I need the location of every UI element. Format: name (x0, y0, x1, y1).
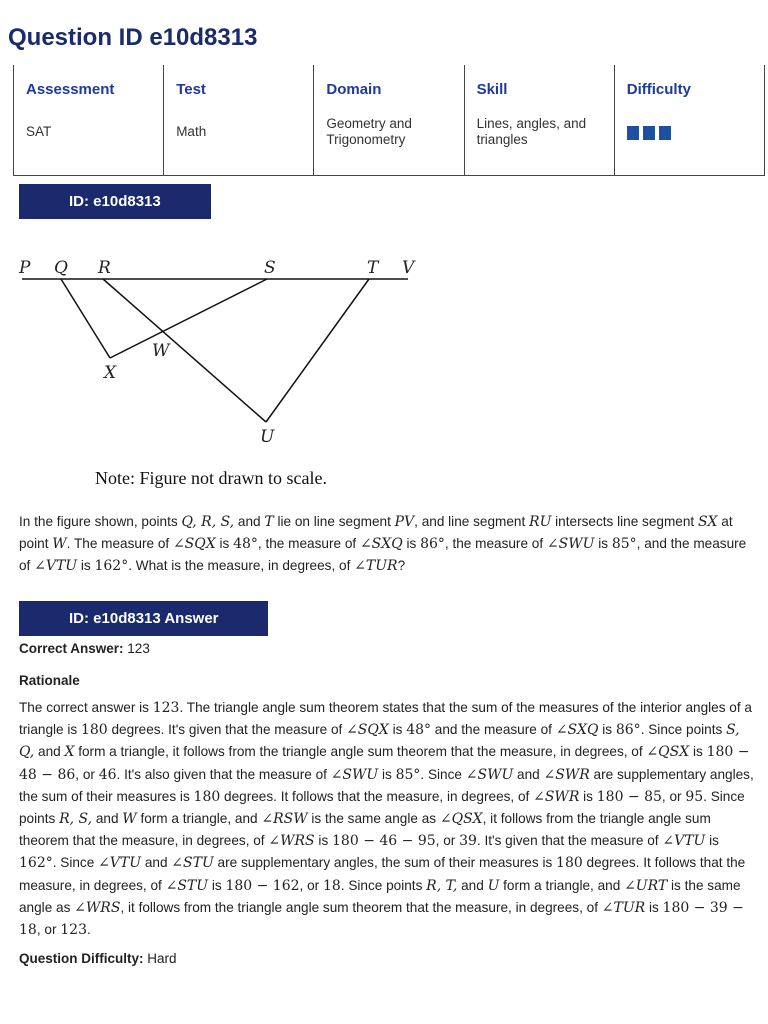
segment-QX (61, 279, 110, 358)
text-fragment: is (402, 536, 421, 552)
meta-domain (314, 65, 464, 176)
text-fragment: 123 (152, 700, 180, 716)
rationale-heading: Rationale (19, 673, 80, 688)
text-fragment: . Since points (19, 788, 745, 827)
label-U: U (260, 427, 275, 447)
text-fragment: 162° (94, 558, 129, 575)
text-fragment: is (314, 833, 333, 849)
metadata-table (13, 65, 765, 176)
page-title: Question ID e10d8313 (8, 24, 258, 51)
text-fragment: is (208, 877, 226, 893)
text-fragment: ∠STU (171, 855, 214, 872)
text-fragment: ∠SWR (533, 788, 580, 805)
text-fragment: PV (394, 514, 415, 530)
label-S: S (264, 258, 276, 278)
meta-value: Lines, angles, and triangles (476, 116, 587, 147)
text-fragment: SX (697, 514, 718, 530)
question-id-banner: ID: e10d8313 (19, 184, 211, 219)
text-fragment: X (64, 744, 75, 761)
text-fragment: is (645, 899, 663, 915)
text-fragment: . It's given that the measure of (476, 833, 663, 849)
text-fragment: 39 (459, 833, 477, 850)
text-fragment: , or (435, 833, 460, 849)
text-fragment: R, S, (59, 811, 93, 828)
text-fragment: is (215, 536, 234, 552)
meta-head: Assessment (26, 81, 115, 98)
text-fragment: intersects line segment (551, 514, 698, 529)
question-difficulty-label: Question Difficulty: (19, 951, 144, 966)
text-fragment: 86° (615, 722, 641, 739)
text-fragment: RU (529, 514, 552, 530)
text-fragment: is the same angle as (307, 811, 440, 827)
meta-head: Domain (326, 81, 382, 98)
text-fragment: ∠SXQ (359, 536, 403, 553)
text-fragment: is (388, 722, 407, 738)
question-difficulty-line (19, 951, 177, 966)
difficulty-bar (659, 126, 671, 140)
text-fragment: In the figure shown, points (19, 514, 182, 529)
text-fragment: ∠WRS (74, 899, 121, 916)
text-fragment: is (378, 766, 396, 782)
text-fragment: and (513, 766, 544, 782)
label-P: P (19, 258, 31, 278)
correct-answer-value: 123 (127, 641, 150, 656)
text-fragment: 180 (556, 855, 583, 872)
meta-assessment (14, 65, 164, 176)
text-fragment: Q, R, S, (181, 514, 235, 530)
text-fragment: degrees. It follows that the measure, in degrees, of (220, 788, 534, 804)
text-fragment: 180 (193, 788, 221, 805)
text-fragment: S, Q, (19, 722, 740, 761)
text-fragment: ∠RSW (261, 811, 308, 828)
meta-value: Math (176, 124, 207, 139)
text-fragment: is (598, 722, 616, 738)
text-fragment: W (122, 811, 137, 828)
text-fragment: 162° (19, 855, 53, 872)
meta-value: SAT (26, 124, 52, 139)
text-fragment: 180 − 162 (225, 877, 300, 894)
text-fragment: U (487, 877, 500, 894)
label-Q: Q (54, 258, 68, 278)
text-fragment: ? (397, 558, 406, 574)
text-fragment: 85° (395, 766, 421, 783)
text-fragment: 18 (322, 877, 341, 894)
text-fragment: ∠SWR (543, 766, 590, 783)
text-fragment: and (34, 744, 65, 760)
text-fragment: ∠VTU (662, 833, 706, 850)
text-fragment: and (141, 855, 172, 871)
text-fragment: and (457, 877, 488, 893)
text-fragment: W (52, 536, 67, 553)
text-fragment: ∠SXQ (555, 722, 599, 739)
text-fragment: , and the measure of (19, 536, 747, 574)
text-fragment: . The measure of (66, 536, 173, 552)
text-fragment: , or (36, 922, 61, 938)
question-text (19, 511, 749, 578)
text-fragment: ∠WRS (268, 833, 315, 850)
text-fragment: lie on line segment (273, 514, 395, 529)
text-fragment: T (264, 514, 274, 530)
text-fragment: is (705, 833, 719, 849)
text-fragment: ∠SWU (330, 766, 379, 783)
text-fragment: . The triangle angle sum theorem states that the sum of the measures of the interior angles of a triangle is (19, 700, 752, 738)
text-fragment: and the measure of (431, 722, 556, 738)
geometry-figure (10, 250, 430, 490)
meta-difficulty (614, 65, 764, 176)
rationale-text (19, 697, 754, 941)
text-fragment: ∠TUR (601, 899, 646, 916)
text-fragment: is the same angle as (19, 877, 741, 915)
text-fragment: ∠QSX (439, 811, 483, 828)
text-fragment: 95 (685, 788, 704, 805)
answer-id-banner: ID: e10d8313 Answer (19, 601, 268, 636)
text-fragment: 48° (406, 722, 432, 739)
text-fragment: is (77, 558, 95, 574)
text-fragment: ∠VTU (98, 855, 142, 872)
text-fragment: , or (661, 788, 686, 804)
meta-head: Test (176, 81, 206, 98)
text-fragment: are supplementary angles, the sum of their measures is (213, 855, 557, 871)
text-fragment: ∠SWU (546, 536, 595, 553)
text-fragment: . Since (420, 766, 466, 782)
segment-XS (110, 279, 267, 358)
text-fragment: at point (19, 514, 733, 552)
text-fragment: , or (75, 766, 99, 782)
text-fragment: is (689, 744, 707, 760)
label-T: T (367, 258, 379, 278)
meta-test (164, 65, 314, 176)
text-fragment: form a triangle, and (136, 811, 262, 827)
segment-TU (266, 279, 369, 422)
text-fragment: ∠SWU (465, 766, 514, 783)
difficulty-bars (627, 126, 752, 140)
text-fragment: 180 − 48 − 86 (19, 744, 750, 783)
text-fragment: 180 − 39 − 18 (19, 899, 744, 939)
figure-note: Note: Figure not drawn to scale. (95, 468, 327, 488)
text-fragment: 46 (98, 766, 117, 783)
meta-skill (464, 65, 614, 176)
text-fragment: form a triangle, it follows from the triangle angle sum theorem that the measure, in degrees, of (74, 744, 647, 760)
text-fragment: , it follows from the triangle angle sum theorem that the measure, in degrees, of (120, 899, 602, 915)
segment-RU (103, 279, 266, 422)
text-fragment: ∠SQX (172, 536, 216, 553)
text-fragment: ∠STU (165, 877, 209, 894)
question-difficulty-value: Hard (147, 951, 177, 966)
text-fragment: and (92, 811, 123, 827)
text-fragment: are supplementary angles, the sum of their measures is (19, 766, 754, 804)
text-fragment: and (234, 514, 265, 529)
text-fragment: , the measure of (444, 536, 547, 552)
label-V: V (402, 258, 415, 278)
label-X: X (104, 363, 117, 383)
text-fragment: degrees. It follows that the measure, in degrees, of (19, 855, 746, 893)
text-fragment: . Since points (340, 877, 427, 893)
text-fragment: . (86, 922, 91, 938)
text-fragment: form a triangle, and (499, 877, 625, 893)
text-fragment: ∠SQX (346, 722, 389, 739)
text-fragment: , or (299, 877, 323, 893)
text-fragment: . Since (52, 855, 99, 871)
meta-value: Geometry and Trigonometry (326, 116, 412, 147)
text-fragment: is (579, 788, 597, 804)
text-fragment: ∠QSX (646, 744, 690, 761)
text-fragment: ∠URT (624, 877, 668, 894)
text-fragment: 180 − 85 (596, 788, 662, 805)
correct-answer-label: Correct Answer: (19, 641, 124, 656)
text-fragment: . What is the measure, in degrees, of (128, 558, 355, 574)
text-fragment: 85° (611, 536, 637, 553)
text-fragment: , it follows from the triangle angle sum theorem that the measure, in degrees, of (19, 811, 711, 849)
text-fragment: R, T, (426, 877, 458, 894)
text-fragment: 123 (60, 922, 87, 939)
text-fragment: 180 − 46 − 95 (332, 833, 436, 850)
text-fragment: degrees. It's given that the measure of (107, 722, 347, 738)
difficulty-bar (643, 126, 655, 140)
text-fragment: . It's also given that the measure of (116, 766, 331, 782)
text-fragment: The correct answer is (19, 700, 153, 715)
meta-head: Skill (476, 81, 508, 98)
meta-head: Difficulty (626, 81, 691, 98)
text-fragment: 48° (233, 536, 258, 553)
label-W: W (152, 341, 170, 361)
difficulty-bar (627, 126, 639, 140)
correct-answer-line (19, 641, 150, 656)
text-fragment: , and line segment (414, 514, 530, 529)
text-fragment: . Since points (640, 722, 727, 738)
text-fragment: , the measure of (257, 536, 360, 552)
label-R: R (98, 258, 111, 278)
text-fragment: 86° (420, 536, 445, 553)
text-fragment: 180 (80, 722, 108, 739)
text-fragment: is (594, 536, 612, 552)
text-fragment: ∠TUR (354, 558, 398, 575)
text-fragment: ∠VTU (34, 558, 78, 575)
